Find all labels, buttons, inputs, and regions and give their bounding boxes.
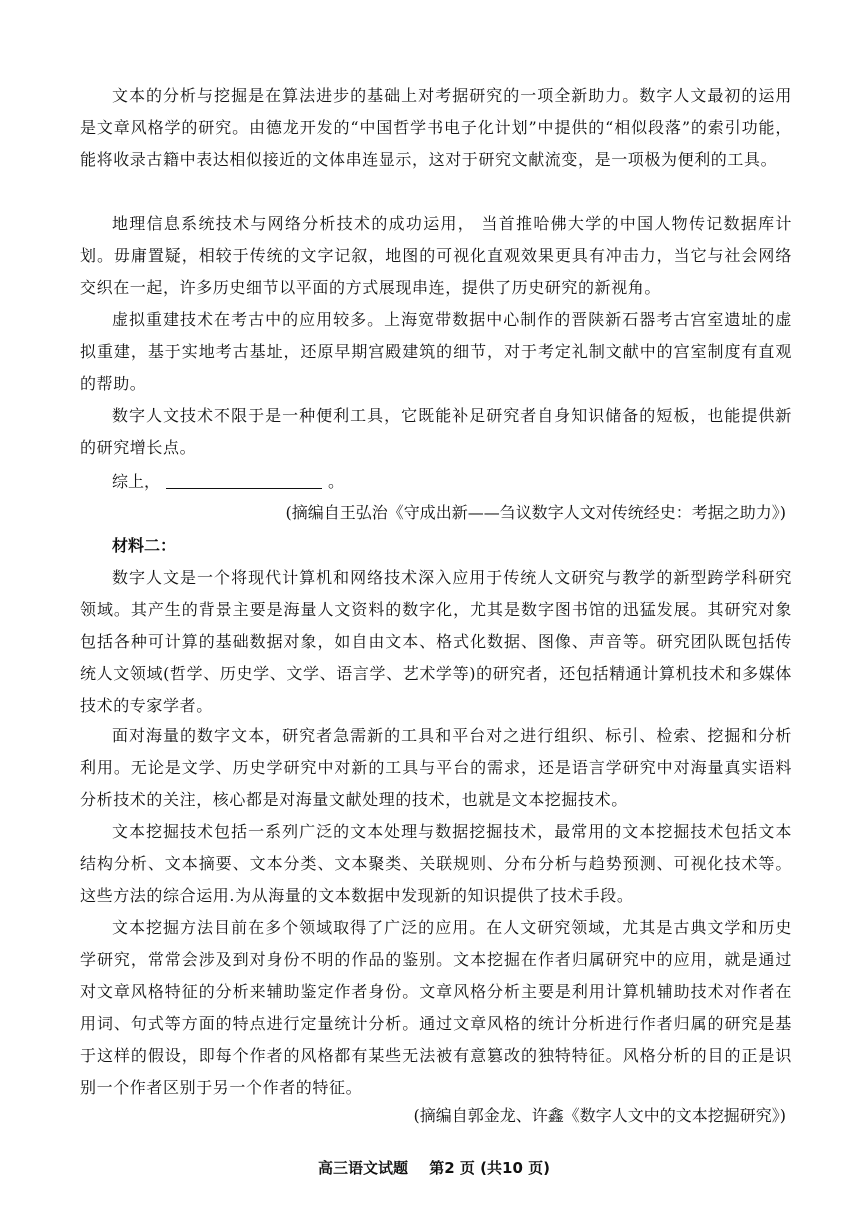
material2-heading: 材料二： [112, 536, 177, 555]
summary-prefix: 综上， [112, 472, 161, 491]
exam-title: 高三语文试题 [318, 1159, 409, 1177]
page-number: 第2 页 (共10 页) [429, 1159, 550, 1177]
material2-paragraph-4: 文本挖掘方法目前在多个领域取得了广泛的应用。在人文研究领域，尤其是古典文学和历史学研究，常常会涉及到对身份不明的作品的鉴别。文本挖掘在作者归属研究中的应用，就是通过对文章风格特征的分析来辅助鉴定作者身份。文章风格分析主要是利用计算机辅助技术对作者在用词、句式等方面的特点进行定量统计分析。通过文章风格的统计分析进行作者归属的研究是基于这样的假设，即每个作者的风格都有某些无法被有意篡改的独特特征。风格分析的目的正是识别一个作者区别于另一个作者的特征。 [80, 918, 792, 1097]
summary-fill-blank [112, 466, 344, 498]
material1-source-citation: (摘编自王弘治《守成出新——刍议数字人文对传统经史：考据之助力》) [285, 503, 786, 522]
material2-source-citation: (摘编自郭金龙、许鑫《数字人文中的文本挖掘研究》) [413, 1106, 786, 1125]
material1-paragraph-2: 地理信息系统技术与网络分析技术的成功运用， 当首推哈佛大学的中国人物传记数据库计划。毋庸置疑，相较于传统的文字记叙，地图的可视化直观效果更具有冲击力，当它与社会网络交织在一起，许多历史细节以平面的方式展现串连，提供了历史研究的新视角。 [80, 214, 792, 297]
material1-paragraph-4: 数字人文技术不限于是一种便利工具，它既能补足研究者自身知识储备的短板，也能提供新的研究增长点。 [80, 406, 792, 457]
material2-paragraph-3: 文本挖掘技术包括一系列广泛的文本处理与数据挖掘技术，最常用的文本挖掘技术包括文本结构分析、文本摘要、文本分类、文本聚类、关联规则、分布分析与趋势预测、可视化技术等。这些方法的综合运用.为从海量的文本数据中发现新的知识提供了技术手段。 [80, 822, 792, 905]
material1-paragraph-3: 虚拟重建技术在考古中的应用较多。上海宽带数据中心制作的晋陕新石器考古宫室遗址的虚拟重建，基于实地考古基址，还原早期宫殿建筑的细节，对于考定礼制文献中的宫室制度有直观的帮助。 [80, 310, 792, 393]
material2-paragraph-2: 面对海量的数字文本，研究者急需新的工具和平台对之进行组织、标引、检索、挖掘和分析利用。无论是文学、历史学研究中对新的工具与平台的需求，还是语言学研究中对海量真实语料分析技术的关注，核心都是对海量文献处理的技术，也就是文本挖掘技术。 [80, 726, 792, 809]
page-footer [0, 1154, 868, 1182]
answer-blank-line [166, 470, 322, 489]
material1-paragraph-1: 文本的分析与挖掘是在算法进步的基础上对考据研究的一项全新助力。数字人文最初的运用是文章风格学的研究。由德龙开发的“中国哲学书电子化计划”中提供的“相似段落”的索引功能，能将收录古籍中表达相似接近的文体串连显示，这对于研究文献流变，是一项极为便利的工具。 [80, 86, 792, 169]
material2-paragraph-1: 数字人文是一个将现代计算机和网络技术深入应用于传统人文研究与教学的新型跨学科研究领域。其产生的背景主要是海量人文资料的数字化，尤其是数字图书馆的迅猛发展。其研究对象包括各种可计算的基础数据对象，如自由文本、格式化数据、图像、声音等。研究团队既包括传统人文领域(哲学、历史学、文学、语言学、艺术学等)的研究者，还包括精通计算机技术和多媒体技术的专家学者。 [80, 568, 792, 715]
summary-suffix: 。 [328, 472, 345, 491]
